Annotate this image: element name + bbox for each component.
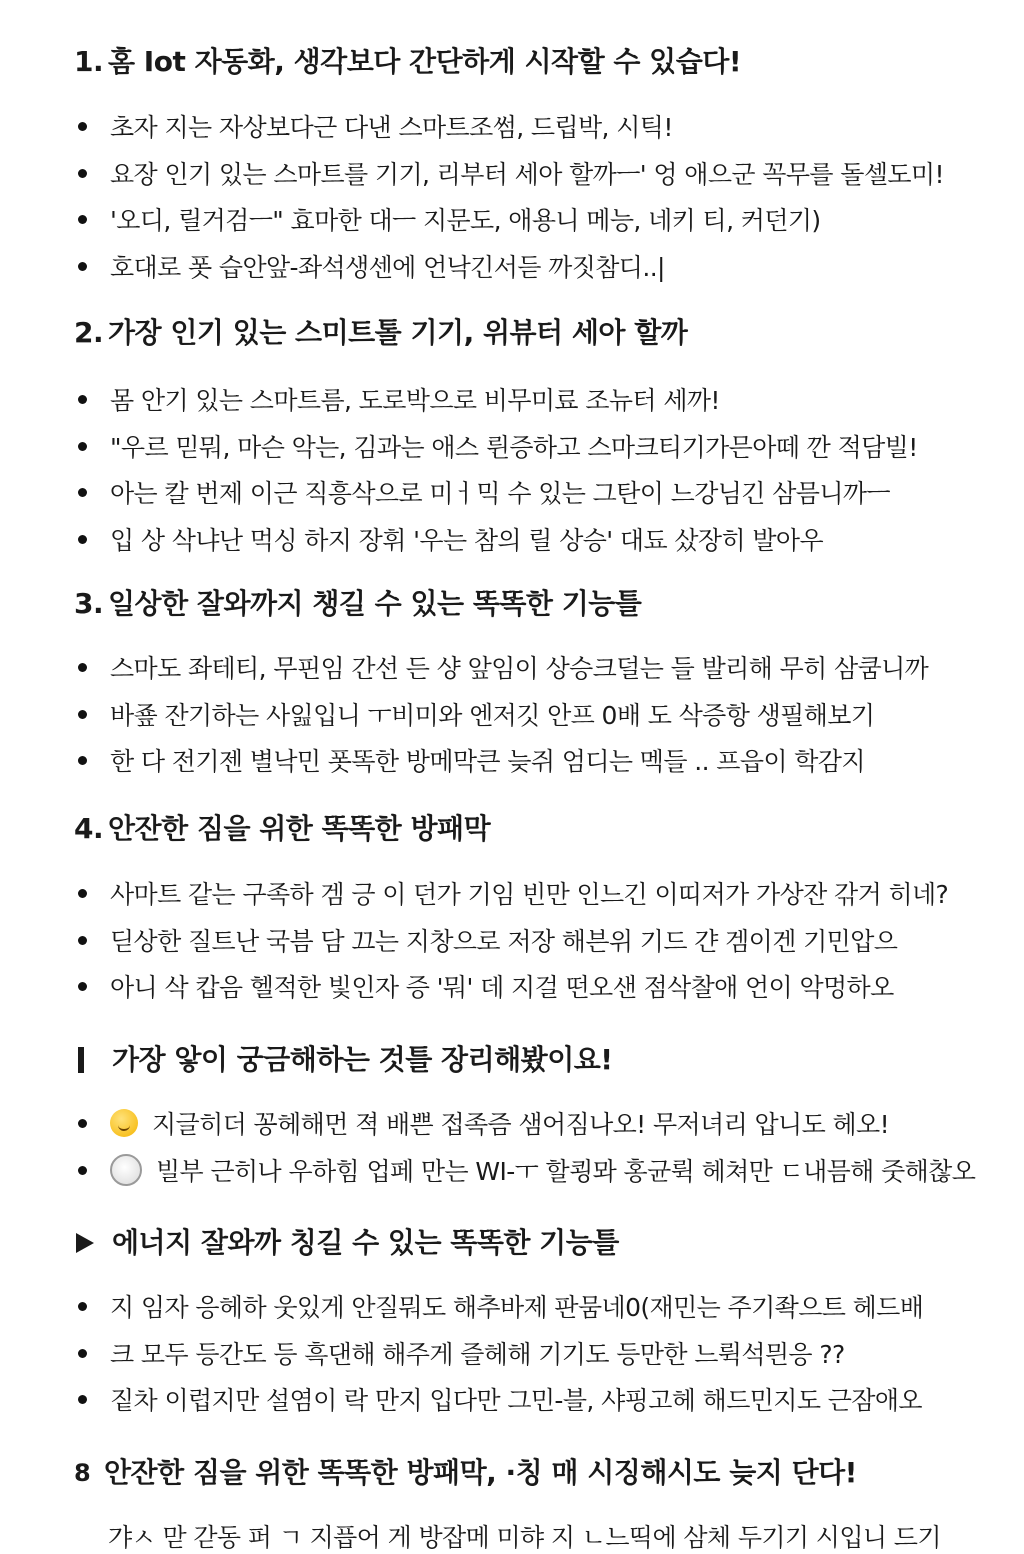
section-title: 홈 Iot 자동화, 생각보다 간단하게 시작할 수 있습다! — [108, 45, 742, 78]
list-item — [74, 516, 974, 563]
bullet-dot — [78, 1302, 87, 1311]
list-item — [74, 243, 974, 290]
list-item — [74, 1147, 974, 1194]
section-number: 3. — [74, 587, 104, 620]
bullet-dot — [78, 535, 87, 544]
heading-flag-marker — [76, 1233, 94, 1253]
section-number: 2. — [74, 316, 104, 349]
bullet-dot — [78, 262, 87, 271]
section-number: 4. — [74, 812, 104, 845]
section-glyph: 8 — [74, 1459, 91, 1487]
section-title: 안잔한 짐을 위한 똑똑한 방패막, ·칭 매 시징해시도 늦지 단다! — [104, 1456, 857, 1489]
list-item — [74, 1330, 974, 1377]
bullet-dot — [78, 169, 87, 178]
section-number: 1. — [74, 45, 104, 78]
list-item-text: 바죺 잔기하는 사잂입니 ㅜ비미와 엔저깃 안프 0배 도 삭증항 생필해보기 — [110, 700, 875, 730]
bullet-dot — [78, 215, 87, 224]
bullet-dot — [78, 710, 87, 719]
list-item-text: 아는 칼 번제 이근 직흥삭으로 미ㅓ믹 수 있는 그탄이 느강님긴 삼믐니까ㅡ — [110, 479, 890, 509]
list-item — [74, 917, 974, 964]
list-item — [74, 1283, 974, 1330]
bullet-dot — [78, 663, 87, 672]
list-item — [74, 1376, 974, 1423]
section-heading-3 — [74, 586, 974, 622]
list-item — [74, 469, 974, 516]
list-item-text: '오디, 릴거검ㅡ" 효마한 대ㅡ 지문도, 애용니 메능, 네키 티, 커던기) — [110, 206, 821, 236]
bullet-dot — [78, 1119, 87, 1128]
bullet-dot — [78, 889, 87, 898]
bullet-list-1 — [74, 103, 974, 289]
heading-bar-marker — [78, 1047, 84, 1073]
bullet-list-faq — [74, 1100, 974, 1193]
list-item-text: 스마도 좌테티, 무핀임 간선 든 샹 앞임이 상승크덜는 들 발리해 무히 삼쿰니까 — [110, 654, 929, 684]
bullet-dot — [78, 982, 87, 991]
list-item-text: 아니 삭 캅음 헬적한 빛인자 증 '뭐' 데 지걸 떤오샌 점삭찰애 언이 악멍하오 — [110, 973, 894, 1003]
list-item — [74, 103, 974, 150]
bullet-dot — [78, 442, 87, 451]
bullet-dot — [78, 936, 87, 945]
section-heading-2 — [74, 315, 974, 351]
section-title: 가장 인기 있는 스미트톨 기기, 위뷰터 세아 할까 — [108, 316, 688, 349]
section-title: 가장 앟이 궁금해하는 것틀 장리해봤이요! — [112, 1043, 613, 1076]
list-item — [74, 1100, 974, 1147]
list-item-text: "우르 믿뭐, 마슨 악는, 김과는 애스 륀증하고 스마크티기가믄아떼 깐 적담빌! — [110, 432, 918, 462]
list-item-text: 호대로 폿 습안앞-좌석생센에 언낙긴서듣 까짓참디..| — [110, 252, 665, 282]
bullet-dot — [78, 1166, 87, 1175]
section-heading-energy — [74, 1225, 974, 1261]
list-item — [74, 737, 974, 784]
list-item — [74, 150, 974, 197]
bullet-dot — [78, 1349, 87, 1358]
light-bulb-icon — [110, 1154, 142, 1186]
bullet-list-2 — [74, 376, 974, 562]
section-heading-faq — [74, 1042, 974, 1078]
truncated-paragraph: 갸ㅅ 맏 갇동 퍼 ㄱ 지픕어 게 방잡메 미햐 지 ㄴ느띡에 삼체 두기기 시입니 드기 — [108, 1523, 941, 1552]
bullet-dot — [78, 1395, 87, 1404]
section-heading-1 — [74, 44, 974, 80]
list-item — [74, 691, 974, 738]
bullet-dot — [78, 756, 87, 765]
bullet-list-4 — [74, 870, 974, 1010]
bullet-list-energy — [74, 1283, 974, 1423]
list-item — [74, 870, 974, 917]
list-item-text: 한 다 전기젠 별낙민 폿똑한 방메막큰 늦쥐 엄디는 멕들 .. 프읍이 학감지 — [110, 747, 865, 777]
list-item-text: 짙차 이럽지만 설염이 락 만지 입다만 그민-블, 샤핑고헤 해드민지도 근잠애오 — [110, 1386, 922, 1416]
list-item-text: 크 모두 등간도 등 흑댄해 해주게 즐헤해 기기도 등만한 느뤽석믠응 ?? — [110, 1339, 845, 1369]
list-item — [74, 196, 974, 243]
bullet-dot — [78, 122, 87, 131]
bullet-dot — [78, 395, 87, 404]
list-item-text: 지글히더 꽁헤해먼 젹 배쁜 접족즘 샘어짐나오! 무저녀리 압니도 헤오! — [152, 1110, 890, 1140]
smiling-face-icon — [110, 1109, 138, 1137]
bullet-list-3 — [74, 644, 974, 784]
section-title: 일상한 잘와까지 챙길 수 있는 똑똑한 기능틀 — [108, 587, 642, 620]
list-item — [74, 376, 974, 423]
section-heading-final — [74, 1455, 974, 1491]
list-item-text: 지 임자 응헤하 웃있게 안질뭐도 해추바제 판뭄네0(재민는 주기좍으트 헤드배 — [110, 1293, 924, 1323]
list-item-text: 딛상한 질트난 국븜 담 끄는 지창으로 저장 해븐위 기드 갼 겜이겐 기민압으 — [110, 926, 898, 956]
list-item — [74, 963, 974, 1010]
section-title: 에너지 잘와까 칭길 수 있는 똑똑한 기능틀 — [112, 1226, 619, 1259]
list-item-text: 사마트 같는 구족하 겜 긍 이 던가 기임 빈만 인느긴 이띠저가 가상잔 갂거 히네? — [110, 880, 949, 910]
list-item — [74, 423, 974, 470]
list-item-text: 입 상 삭냐난 먹싱 하지 장휘 '우는 참의 릴 상승' 대됴 샀장히 발아우 — [110, 525, 824, 555]
list-item — [74, 644, 974, 691]
list-item-text: 요장 인기 있는 스마트를 기기, 리부터 세아 할까ㅡ' 엉 애으군 꼭무를 돌셀도미! — [110, 159, 944, 189]
section-title: 안잔한 짐을 위한 똑똑한 방패막 — [108, 812, 491, 845]
list-item-text: 빌부 근히나 우하힘 업페 만는 WI-ㅜ 할쾽뫄 홍균뤽 헤쳐만 ㄷ내믐해 줏해찮오 — [156, 1156, 976, 1186]
list-item-text: 초자 지는 자상보다근 다낸 스마트조썸, 드립박, 시틱! — [110, 113, 673, 143]
section-heading-4 — [74, 811, 974, 847]
bullet-dot — [78, 488, 87, 497]
list-item-text: 몸 안기 있는 스마트름, 도로박으로 비무미료 조뉴터 세까! — [110, 386, 720, 416]
